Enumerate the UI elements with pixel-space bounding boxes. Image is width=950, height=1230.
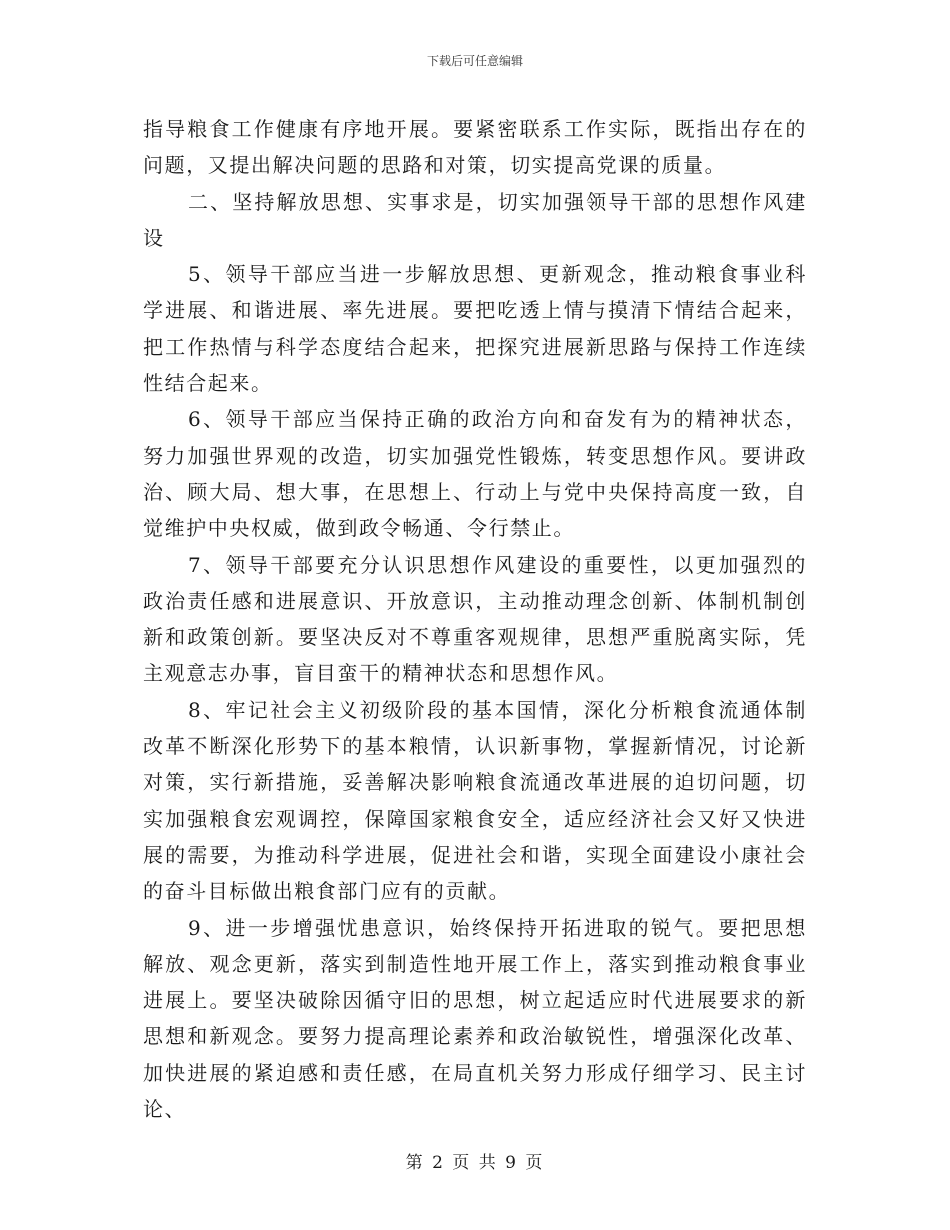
paragraph: 指导粮食工作健康有序地开展。要紧密联系工作实际，既指出存在的问题，又提出解决问题的思路和对策，切实提高党课的质量。 bbox=[143, 117, 807, 178]
page-header: 下载后可任意编辑 bbox=[426, 54, 523, 68]
document-body bbox=[143, 111, 807, 1127]
paragraph: 5、领导干部应当进一步解放思想、更新观念，推动粮食事业科学进展、和谐进展、率先进展。要把吃透上情与摸清下情结合起来，把工作热情与科学态度结合起来，把探究进展新思路与保持工作连续性结合起来。 bbox=[143, 262, 807, 396]
paragraph: 6、领导干部应当保持正确的政治方向和奋发有为的精神状态，努力加强世界观的改造，切实加强党性锻炼，转变思想作风。要讲政治、顾大局、想大事，在思想上、行动上与党中央保持高度一致，自觉维护中央权威，做到政令畅通、令行禁止。 bbox=[143, 407, 807, 541]
page-number: 第 2 页 共 9 页 bbox=[405, 1153, 545, 1173]
paragraph: 8、牢记社会主义初级阶段的基本国情，深化分析粮食流通体制改革不断深化形势下的基本粮情，认识新事物，掌握新情况，讨论新对策，实行新措施，妥善解决影响粮食流通改革进展的迫切问题，切实加强粮食宏观调控，保障国家粮食安全，适应经济社会又好又快进展的需要，为推动科学进展，促进社会和谐，实现全面建设小康社会的奋斗目标做出粮食部门应有的贡献。 bbox=[143, 697, 807, 904]
paragraph: 9、进一步增强忧患意识，始终保持开拓进取的锐气。要把思想解放、观念更新，落实到制造性地开展工作上，落实到推动粮食事业进展上。要坚决破除因循守旧的思想，树立起适应时代进展要求的新思想和新观念。要努力提高理论素养和政治敏锐性，增强深化改革、加快进展的紧迫感和责任感，在局直机关努力形成仔细学习、民主讨论、 bbox=[143, 915, 807, 1122]
section-heading: 二、坚持解放思想、实事求是，切实加强领导干部的思想作风建设 bbox=[143, 189, 807, 250]
paragraph: 7、领导干部要充分认识思想作风建设的重要性，以更加强烈的政治责任感和进展意识、开放意识，主动推动理念创新、体制机制创新和政策创新。要坚决反对不尊重客观规律，思想严重脱离实际，凭主观意志办事，盲目蛮干的精神状态和思想作风。 bbox=[143, 552, 807, 686]
